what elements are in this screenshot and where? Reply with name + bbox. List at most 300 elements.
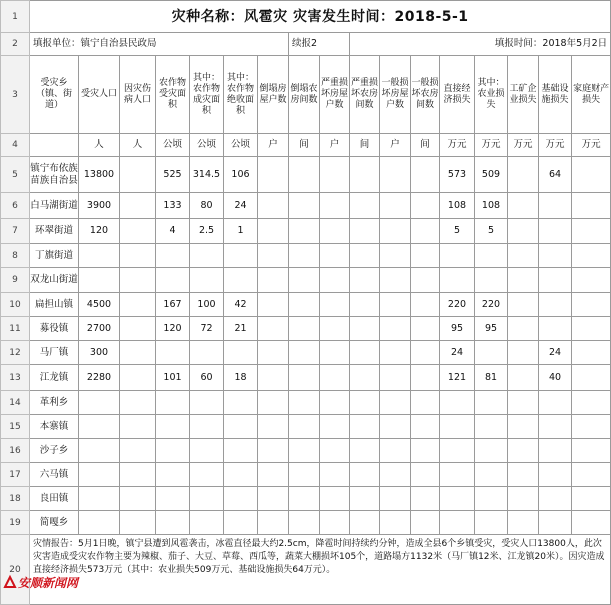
data-cell: [120, 244, 156, 268]
data-cell: [258, 391, 289, 415]
data-cell: [572, 415, 611, 439]
data-cell: 121: [440, 365, 475, 391]
data-cell: [289, 293, 320, 317]
data-cell: [350, 487, 380, 511]
data-cell: [539, 244, 572, 268]
unit-cell: 户: [380, 134, 411, 157]
report-title: 灾种名称：风雹灾 灾害发生时间：2018-5-1: [30, 1, 611, 33]
data-cell: 24: [440, 341, 475, 365]
row-number: 3: [1, 56, 30, 134]
table-row: [1, 341, 611, 365]
data-cell: [350, 293, 380, 317]
table-row: [1, 463, 611, 487]
data-cell: [190, 439, 224, 463]
data-cell: [411, 439, 440, 463]
disaster-summary: 灾情报告：5月1日晚，镇宁县遭到风雹袭击，冰雹直径最大约2.5cm，降雹时间持续约分钟，造成全县6个乡镇受灾，受灾人口13800人，此次灾害造成受灾农作物主要为辣椒、茄子、大豆、草莓、西瓜等，蔬菜大棚损坏105个，道路塌方1132米（马厂镇12米、江龙镇20米）。因灾造成直接经济损失573万元（其中：农业损失509万元、基础设施损失64万元）。: [30, 535, 611, 605]
data-cell: [156, 244, 190, 268]
data-cell: [411, 487, 440, 511]
data-cell: [289, 439, 320, 463]
township-name: 马厂镇: [30, 341, 79, 365]
data-cell: [475, 415, 508, 439]
data-cell: [289, 341, 320, 365]
data-cell: [380, 391, 411, 415]
data-cell: [120, 219, 156, 244]
unit-row: [1, 134, 611, 157]
unit-cell: 间: [289, 134, 320, 157]
data-cell: [539, 511, 572, 535]
data-cell: [258, 511, 289, 535]
data-cell: [440, 439, 475, 463]
unit-cell: 公顷: [156, 134, 190, 157]
column-header: 其中：农作物绝收面积: [224, 56, 258, 134]
data-cell: [289, 219, 320, 244]
data-cell: [475, 487, 508, 511]
data-cell: [79, 463, 120, 487]
township-name: 江龙镇: [30, 365, 79, 391]
data-cell: 18: [224, 365, 258, 391]
column-header: 基础设施损失: [539, 56, 572, 134]
data-cell: [156, 341, 190, 365]
row-number: 15: [1, 415, 30, 439]
unit-cell: 间: [411, 134, 440, 157]
data-cell: [508, 293, 539, 317]
row-number: 17: [1, 463, 30, 487]
title-row: [1, 1, 611, 33]
row-number: 2: [1, 33, 30, 56]
data-cell: [224, 391, 258, 415]
unit-cell: 公顷: [224, 134, 258, 157]
data-cell: [320, 219, 350, 244]
data-cell: [475, 341, 508, 365]
data-cell: [572, 511, 611, 535]
data-cell: 120: [156, 317, 190, 341]
table-row: [1, 219, 611, 244]
anshun-news-logo: [4, 574, 78, 590]
data-cell: [224, 439, 258, 463]
unit-cell: 万元: [539, 134, 572, 157]
data-cell: [475, 391, 508, 415]
data-cell: [224, 487, 258, 511]
data-cell: [380, 487, 411, 511]
header-row: [1, 56, 611, 134]
data-cell: 42: [224, 293, 258, 317]
row-number: 4: [1, 134, 30, 157]
data-cell: 81: [475, 365, 508, 391]
data-cell: 95: [440, 317, 475, 341]
column-header: 工矿企业损失: [508, 56, 539, 134]
column-header: 倒塌房屋户数: [258, 56, 289, 134]
data-cell: [190, 341, 224, 365]
row-number: 8: [1, 244, 30, 268]
data-cell: 60: [190, 365, 224, 391]
data-cell: [156, 439, 190, 463]
data-cell: [190, 268, 224, 293]
data-cell: [539, 391, 572, 415]
row-number: 1: [1, 1, 30, 33]
data-cell: [572, 365, 611, 391]
data-cell: 72: [190, 317, 224, 341]
data-cell: [156, 415, 190, 439]
township-name: 环翠街道: [30, 219, 79, 244]
data-cell: [190, 391, 224, 415]
data-cell: [411, 365, 440, 391]
data-cell: [289, 511, 320, 535]
data-cell: [258, 219, 289, 244]
data-cell: [508, 244, 539, 268]
data-cell: [320, 439, 350, 463]
data-cell: 133: [156, 193, 190, 219]
data-cell: [411, 244, 440, 268]
data-cell: [258, 157, 289, 193]
data-cell: [475, 463, 508, 487]
data-cell: [572, 268, 611, 293]
data-cell: [79, 487, 120, 511]
data-cell: [508, 157, 539, 193]
data-cell: [120, 511, 156, 535]
township-name: 革利乡: [30, 391, 79, 415]
reporting-unit: 填报单位：镇宁自治县民政局: [30, 33, 289, 56]
row-number: 13: [1, 365, 30, 391]
data-cell: [350, 391, 380, 415]
data-cell: [224, 268, 258, 293]
data-cell: [440, 415, 475, 439]
data-cell: 2280: [79, 365, 120, 391]
data-cell: 573: [440, 157, 475, 193]
data-cell: [224, 463, 258, 487]
data-cell: [120, 157, 156, 193]
township-name: 白马湖街道: [30, 193, 79, 219]
data-cell: [289, 365, 320, 391]
column-header: 倒塌农房间数: [289, 56, 320, 134]
data-cell: [120, 341, 156, 365]
data-cell: [380, 193, 411, 219]
unit-cell: 万元: [572, 134, 611, 157]
data-cell: [411, 268, 440, 293]
column-header: 一般损坏房屋户数: [380, 56, 411, 134]
data-cell: [258, 439, 289, 463]
data-cell: 80: [190, 193, 224, 219]
data-cell: [380, 463, 411, 487]
township-name: 简嘎乡: [30, 511, 79, 535]
row-number: 10: [1, 293, 30, 317]
township-name: 镇宁布依族苗族自治县: [30, 157, 79, 193]
row-number: 5: [1, 157, 30, 193]
data-cell: [258, 244, 289, 268]
data-cell: 100: [190, 293, 224, 317]
data-cell: [120, 268, 156, 293]
table-row: [1, 511, 611, 535]
info-row: [1, 33, 611, 56]
column-header: 受灾人口: [79, 56, 120, 134]
data-cell: [350, 439, 380, 463]
data-cell: [539, 293, 572, 317]
unit-cell: 万元: [475, 134, 508, 157]
data-cell: [572, 487, 611, 511]
data-cell: 95: [475, 317, 508, 341]
column-header: 其中：农作物成灾面积: [190, 56, 224, 134]
data-cell: [508, 341, 539, 365]
data-cell: [258, 463, 289, 487]
data-cell: [120, 487, 156, 511]
data-cell: [320, 293, 350, 317]
data-cell: [508, 268, 539, 293]
data-cell: [440, 244, 475, 268]
data-cell: [411, 341, 440, 365]
data-cell: [350, 365, 380, 391]
column-header: 家庭财产损失: [572, 56, 611, 134]
data-cell: [190, 244, 224, 268]
data-cell: [380, 341, 411, 365]
data-cell: [411, 293, 440, 317]
table-row: [1, 365, 611, 391]
data-cell: 3900: [79, 193, 120, 219]
data-cell: 5: [440, 219, 475, 244]
data-cell: [190, 487, 224, 511]
data-cell: [411, 219, 440, 244]
data-cell: [440, 268, 475, 293]
data-cell: [120, 415, 156, 439]
data-cell: [350, 219, 380, 244]
data-cell: [539, 193, 572, 219]
column-header: 其中：农业损失: [475, 56, 508, 134]
unit-cell: 万元: [440, 134, 475, 157]
data-cell: [350, 193, 380, 219]
data-cell: [156, 463, 190, 487]
data-cell: [320, 244, 350, 268]
data-cell: [350, 511, 380, 535]
data-cell: [350, 268, 380, 293]
data-cell: 525: [156, 157, 190, 193]
data-cell: [320, 317, 350, 341]
column-header: 农作物受灾面积: [156, 56, 190, 134]
data-cell: [79, 439, 120, 463]
data-cell: 300: [79, 341, 120, 365]
data-cell: 314.5: [190, 157, 224, 193]
table-row: [1, 193, 611, 219]
column-header: 一般损坏农房间数: [411, 56, 440, 134]
row-number: 7: [1, 219, 30, 244]
data-cell: [572, 219, 611, 244]
unit-cell: 万元: [508, 134, 539, 157]
row-number: 18: [1, 487, 30, 511]
data-cell: 64: [539, 157, 572, 193]
summary-row: [1, 535, 611, 605]
table-row: [1, 244, 611, 268]
township-name: 六马镇: [30, 463, 79, 487]
data-cell: [224, 341, 258, 365]
data-cell: [156, 391, 190, 415]
data-cell: [440, 463, 475, 487]
township-name: 沙子乡: [30, 439, 79, 463]
data-cell: [258, 341, 289, 365]
data-cell: [508, 439, 539, 463]
data-cell: [289, 157, 320, 193]
data-cell: [572, 157, 611, 193]
row-number: 12: [1, 341, 30, 365]
data-cell: [380, 317, 411, 341]
data-cell: 120: [79, 219, 120, 244]
data-cell: [258, 415, 289, 439]
data-cell: [258, 268, 289, 293]
data-cell: 509: [475, 157, 508, 193]
data-cell: [380, 219, 411, 244]
data-cell: [539, 439, 572, 463]
logo-text: 安顺新闻网: [18, 575, 79, 590]
row-number: 9: [1, 268, 30, 293]
data-cell: [320, 415, 350, 439]
row-number: 14: [1, 391, 30, 415]
data-cell: 24: [224, 193, 258, 219]
data-cell: [572, 193, 611, 219]
data-cell: [380, 439, 411, 463]
unit-cell: 户: [320, 134, 350, 157]
data-cell: [320, 487, 350, 511]
data-cell: 13800: [79, 157, 120, 193]
data-cell: 106: [224, 157, 258, 193]
data-cell: [120, 365, 156, 391]
continuation-label: 续报2: [289, 33, 350, 56]
data-cell: [508, 317, 539, 341]
column-header: 严重损坏房屋户数: [320, 56, 350, 134]
data-cell: [508, 463, 539, 487]
data-cell: [120, 293, 156, 317]
data-cell: [475, 268, 508, 293]
data-cell: [289, 463, 320, 487]
data-cell: [350, 341, 380, 365]
data-cell: [258, 487, 289, 511]
data-cell: [224, 244, 258, 268]
data-cell: [508, 487, 539, 511]
data-cell: [411, 391, 440, 415]
township-name: 双龙山街道: [30, 268, 79, 293]
data-cell: [572, 317, 611, 341]
data-cell: [79, 268, 120, 293]
data-cell: [258, 365, 289, 391]
data-cell: [508, 391, 539, 415]
table-row: [1, 487, 611, 511]
township-name: 募役镇: [30, 317, 79, 341]
township-name: 良田镇: [30, 487, 79, 511]
unit-cell: 人: [79, 134, 120, 157]
data-cell: [350, 463, 380, 487]
data-cell: 24: [539, 341, 572, 365]
data-cell: [411, 157, 440, 193]
data-cell: 5: [475, 219, 508, 244]
data-cell: [120, 317, 156, 341]
column-header: 严重损坏农房间数: [350, 56, 380, 134]
table-row: [1, 415, 611, 439]
data-cell: [539, 487, 572, 511]
data-cell: [289, 244, 320, 268]
data-cell: [572, 391, 611, 415]
data-cell: [320, 365, 350, 391]
data-cell: [380, 268, 411, 293]
data-cell: [320, 463, 350, 487]
data-cell: [572, 244, 611, 268]
data-cell: 108: [475, 193, 508, 219]
data-cell: [475, 244, 508, 268]
data-cell: 2700: [79, 317, 120, 341]
data-cell: [350, 157, 380, 193]
column-header: 直接经济损失: [440, 56, 475, 134]
data-cell: [539, 219, 572, 244]
row-number: 11: [1, 317, 30, 341]
data-cell: [289, 415, 320, 439]
data-cell: [475, 511, 508, 535]
data-cell: [572, 293, 611, 317]
data-cell: [289, 487, 320, 511]
data-cell: 108: [440, 193, 475, 219]
data-cell: [190, 463, 224, 487]
data-cell: 4: [156, 219, 190, 244]
data-cell: [79, 244, 120, 268]
data-cell: [120, 463, 156, 487]
data-cell: [156, 511, 190, 535]
data-cell: [380, 415, 411, 439]
data-cell: 220: [440, 293, 475, 317]
data-cell: [411, 511, 440, 535]
table-row: [1, 391, 611, 415]
data-cell: [475, 439, 508, 463]
data-cell: [380, 511, 411, 535]
report-time: 填报时间：2018年5月2日: [350, 33, 611, 56]
data-cell: [289, 317, 320, 341]
data-cell: [539, 463, 572, 487]
data-cell: [190, 511, 224, 535]
column-header: 因灾伤病人口: [120, 56, 156, 134]
data-cell: [320, 341, 350, 365]
data-cell: [572, 439, 611, 463]
data-cell: [79, 415, 120, 439]
data-cell: [508, 219, 539, 244]
unit-cell: 公顷: [190, 134, 224, 157]
unit-cell: 间: [350, 134, 380, 157]
data-cell: [350, 317, 380, 341]
data-cell: [350, 244, 380, 268]
data-cell: [411, 463, 440, 487]
data-cell: [320, 268, 350, 293]
data-cell: [289, 391, 320, 415]
unit-cell: 人: [120, 134, 156, 157]
data-cell: [190, 415, 224, 439]
data-cell: [258, 193, 289, 219]
data-cell: [120, 439, 156, 463]
data-cell: [380, 365, 411, 391]
data-cell: [508, 511, 539, 535]
column-header: 受灾乡（镇、街道）: [30, 56, 79, 134]
data-cell: [440, 391, 475, 415]
data-cell: [539, 317, 572, 341]
data-cell: [120, 193, 156, 219]
data-cell: 101: [156, 365, 190, 391]
table-row: [1, 293, 611, 317]
unit-cell: [30, 134, 79, 157]
data-cell: [411, 193, 440, 219]
data-cell: [289, 268, 320, 293]
data-cell: [508, 415, 539, 439]
unit-cell: 户: [258, 134, 289, 157]
row-number: 20: [1, 535, 30, 605]
township-name: 本寨镇: [30, 415, 79, 439]
data-cell: [79, 391, 120, 415]
township-name: 丁旗街道: [30, 244, 79, 268]
table-row: [1, 268, 611, 293]
data-cell: [572, 463, 611, 487]
data-cell: [539, 415, 572, 439]
data-cell: [289, 193, 320, 219]
data-cell: [156, 268, 190, 293]
data-cell: 167: [156, 293, 190, 317]
